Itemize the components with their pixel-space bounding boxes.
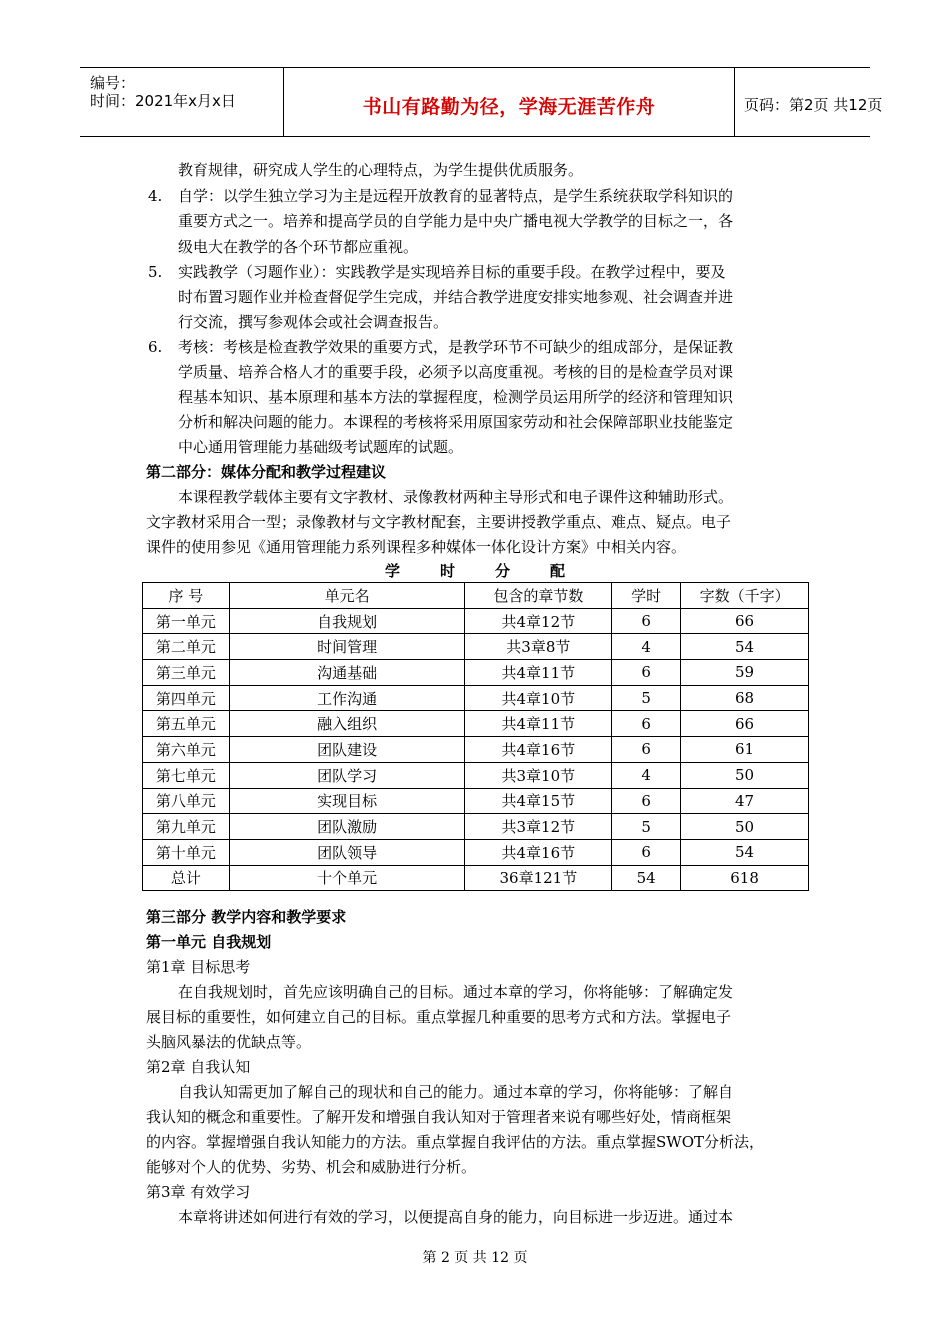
header-page-cell (735, 68, 883, 136)
table-row (143, 762, 809, 788)
total-chapters: 36章121节 (465, 865, 612, 891)
table-row (143, 788, 809, 814)
row-hours: 6 (612, 788, 681, 814)
list-number: 5. (148, 263, 163, 281)
row-seq: 第二单元 (143, 634, 230, 660)
header-unit: 单元名 (229, 583, 465, 609)
paragraph-line: 我认知的概念和重要性。了解开发和增强自我认知对于管理者来说有哪些好处，情商框架 (146, 1108, 732, 1126)
table-row (143, 711, 809, 737)
row-words: 59 (681, 660, 809, 686)
header-hours: 学时 (612, 583, 681, 609)
paragraph-line: 程基本知识、基本原理和基本方法的掌握程度，检测学员运用所学的经济和管理知识 (178, 388, 734, 406)
paragraph-line: 在自我规划时，首先应该明确自己的目标。通过本章的学习，你将能够：了解确定发 (178, 983, 734, 1001)
row-hours: 6 (612, 608, 681, 634)
row-chapters: 共4章11节 (465, 711, 612, 737)
page-header (80, 67, 883, 137)
table-row (143, 608, 809, 634)
row-unit: 团队领导 (229, 839, 465, 865)
header-chapters: 包含的章节数 (465, 583, 612, 609)
total-label: 总计 (143, 865, 230, 891)
caption-char: 分 (495, 562, 511, 580)
caption-char: 时 (439, 562, 455, 580)
total-words: 618 (681, 865, 809, 891)
paragraph-line: 展目标的重要性，如何建立自己的目标。重点掌握几种重要的思考方式和方法。掌握电子 (146, 1008, 732, 1026)
row-chapters: 共3章10节 (465, 762, 612, 788)
chapter-heading: 第3章 有效学习 (146, 1183, 251, 1201)
row-hours: 4 (612, 634, 681, 660)
total-units: 十个单元 (229, 865, 465, 891)
row-unit: 自我规划 (229, 608, 465, 634)
row-unit: 融入组织 (229, 711, 465, 737)
row-words: 68 (681, 685, 809, 711)
table-header-row (143, 583, 809, 609)
paragraph-line: 自我认知需更加了解自己的现状和自己的能力。通过本章的学习，你将能够：了解自 (178, 1083, 734, 1101)
paragraph-line: 级电大在教学的各个环节都应重视。 (178, 238, 419, 256)
table-row (143, 839, 809, 865)
paragraph-line: 教育规律，研究成人学生的心理特点，为学生提供优质服务。 (178, 161, 584, 179)
row-seq: 第五单元 (143, 711, 230, 737)
paragraph-line: 能够对个人的优势、劣势、机会和威胁进行分析。 (146, 1158, 477, 1176)
list-number: 4. (148, 187, 163, 205)
hours-allocation-table (142, 582, 809, 891)
paragraph-line: 本课程教学载体主要有文字教材、录像教材两种主导形式和电子课件这种辅助形式。 (178, 488, 734, 506)
row-unit: 时间管理 (229, 634, 465, 660)
row-unit: 团队激励 (229, 814, 465, 840)
row-chapters: 共4章11节 (465, 660, 612, 686)
row-hours: 5 (612, 814, 681, 840)
row-seq: 第九单元 (143, 814, 230, 840)
row-chapters: 共4章10节 (465, 685, 612, 711)
paragraph-line: 课件的使用参见《通用管理能力系列课程多种媒体一体化设计方案》中相关内容。 (146, 538, 687, 556)
chapter-heading: 第1章 目标思考 (146, 958, 251, 976)
row-hours: 6 (612, 711, 681, 737)
header-seq: 序 号 (143, 583, 230, 609)
header-left-cell (80, 68, 284, 136)
row-unit: 工作沟通 (229, 685, 465, 711)
row-hours: 4 (612, 762, 681, 788)
caption-char: 学 (384, 562, 400, 580)
paragraph-line: 分析和解决问题的能力。本课程的考核将采用原国家劳动和社会保障部职业技能鉴定 (178, 413, 734, 431)
row-seq: 第四单元 (143, 685, 230, 711)
row-words: 54 (681, 634, 809, 660)
row-hours: 6 (612, 660, 681, 686)
section-heading: 第三部分 教学内容和教学要求 (146, 908, 347, 926)
table-row (143, 634, 809, 660)
paragraph-line: 自学：以学生独立学习为主是远程开放教育的显著特点，是学生系统获取学科知识的 (178, 187, 734, 205)
table-caption (142, 560, 808, 581)
row-seq: 第一单元 (143, 608, 230, 634)
row-unit: 实现目标 (229, 788, 465, 814)
row-chapters: 共4章16节 (465, 839, 612, 865)
row-chapters: 共4章16节 (465, 737, 612, 763)
chapter-heading: 第2章 自我认知 (146, 1058, 251, 1076)
row-hours: 6 (612, 839, 681, 865)
row-seq: 第六单元 (143, 737, 230, 763)
paragraph-line: 的内容。掌握增强自我认知能力的方法。重点掌握自我评估的方法。重点掌握SWOT分析法， (146, 1133, 764, 1151)
paragraph-line: 本章将讲述如何进行有效的学习，以便提高自身的能力，向目标进一步迈进。通过本 (178, 1208, 734, 1226)
row-seq: 第十单元 (143, 839, 230, 865)
header-motto-cell (284, 68, 735, 136)
row-chapters: 共3章8节 (465, 634, 612, 660)
row-unit: 团队学习 (229, 762, 465, 788)
paragraph-line: 实践教学（习题作业）：实践教学是实现培养目标的重要手段。在教学过程中，要及 (178, 263, 726, 281)
table-row (143, 660, 809, 686)
table-row (143, 737, 809, 763)
doc-time-label: 时间：2021年x月x日 (90, 92, 236, 110)
paragraph-line: 重要方式之一。培养和提高学员的自学能力是中央广播电视大学教学的目标之一，各 (178, 212, 734, 230)
row-seq: 第七单元 (143, 762, 230, 788)
table-row (143, 685, 809, 711)
doc-number-label: 编号： (90, 74, 136, 92)
row-words: 54 (681, 839, 809, 865)
row-hours: 6 (612, 737, 681, 763)
table-row (143, 814, 809, 840)
header-words: 字数（千字） (681, 583, 809, 609)
list-number: 6. (148, 338, 163, 356)
table-total-row (143, 865, 809, 891)
paragraph-line: 学质量、培养合格人才的重要手段，必须予以高度重视。考核的目的是检查学员对课 (178, 363, 734, 381)
row-words: 61 (681, 737, 809, 763)
row-unit: 沟通基础 (229, 660, 465, 686)
row-chapters: 共3章12节 (465, 814, 612, 840)
paragraph-line: 行交流，撰写参观体会或社会调查报告。 (178, 313, 449, 331)
row-words: 66 (681, 711, 809, 737)
row-hours: 5 (612, 685, 681, 711)
row-seq: 第三单元 (143, 660, 230, 686)
row-words: 50 (681, 814, 809, 840)
paragraph-line: 头脑风暴法的优缺点等。 (146, 1033, 312, 1051)
unit-heading: 第一单元 自我规划 (146, 933, 272, 951)
paragraph-line: 考核：考核是检查教学效果的重要方式，是教学环节不可缺少的组成部分，是保证教 (178, 338, 734, 356)
paragraph-line: 中心通用管理能力基础级考试题库的试题。 (178, 438, 464, 456)
total-hours: 54 (612, 865, 681, 891)
paragraph-line: 时布置习题作业并检查督促学生完成，并结合教学进度安排实地参观、社会调查并进 (178, 288, 734, 306)
row-seq: 第八单元 (143, 788, 230, 814)
row-chapters: 共4章12节 (465, 608, 612, 634)
row-words: 66 (681, 608, 809, 634)
row-chapters: 共4章15节 (465, 788, 612, 814)
section-heading: 第二部分：媒体分配和教学过程建议 (146, 463, 387, 481)
header-motto: 书山有路勤为径，学海无涯苦作舟 (362, 96, 656, 118)
paragraph-line: 文字教材采用合一型；录像教材与文字教材配套，主要讲授教学重点、难点、疑点。电子 (146, 513, 732, 531)
page-footer: 第 2 页 共 12 页 (422, 1250, 528, 1266)
row-unit: 团队建设 (229, 737, 465, 763)
row-words: 50 (681, 762, 809, 788)
row-words: 47 (681, 788, 809, 814)
caption-char: 配 (550, 562, 566, 580)
header-page-info: 页码：第2页 共12页 (744, 96, 883, 114)
